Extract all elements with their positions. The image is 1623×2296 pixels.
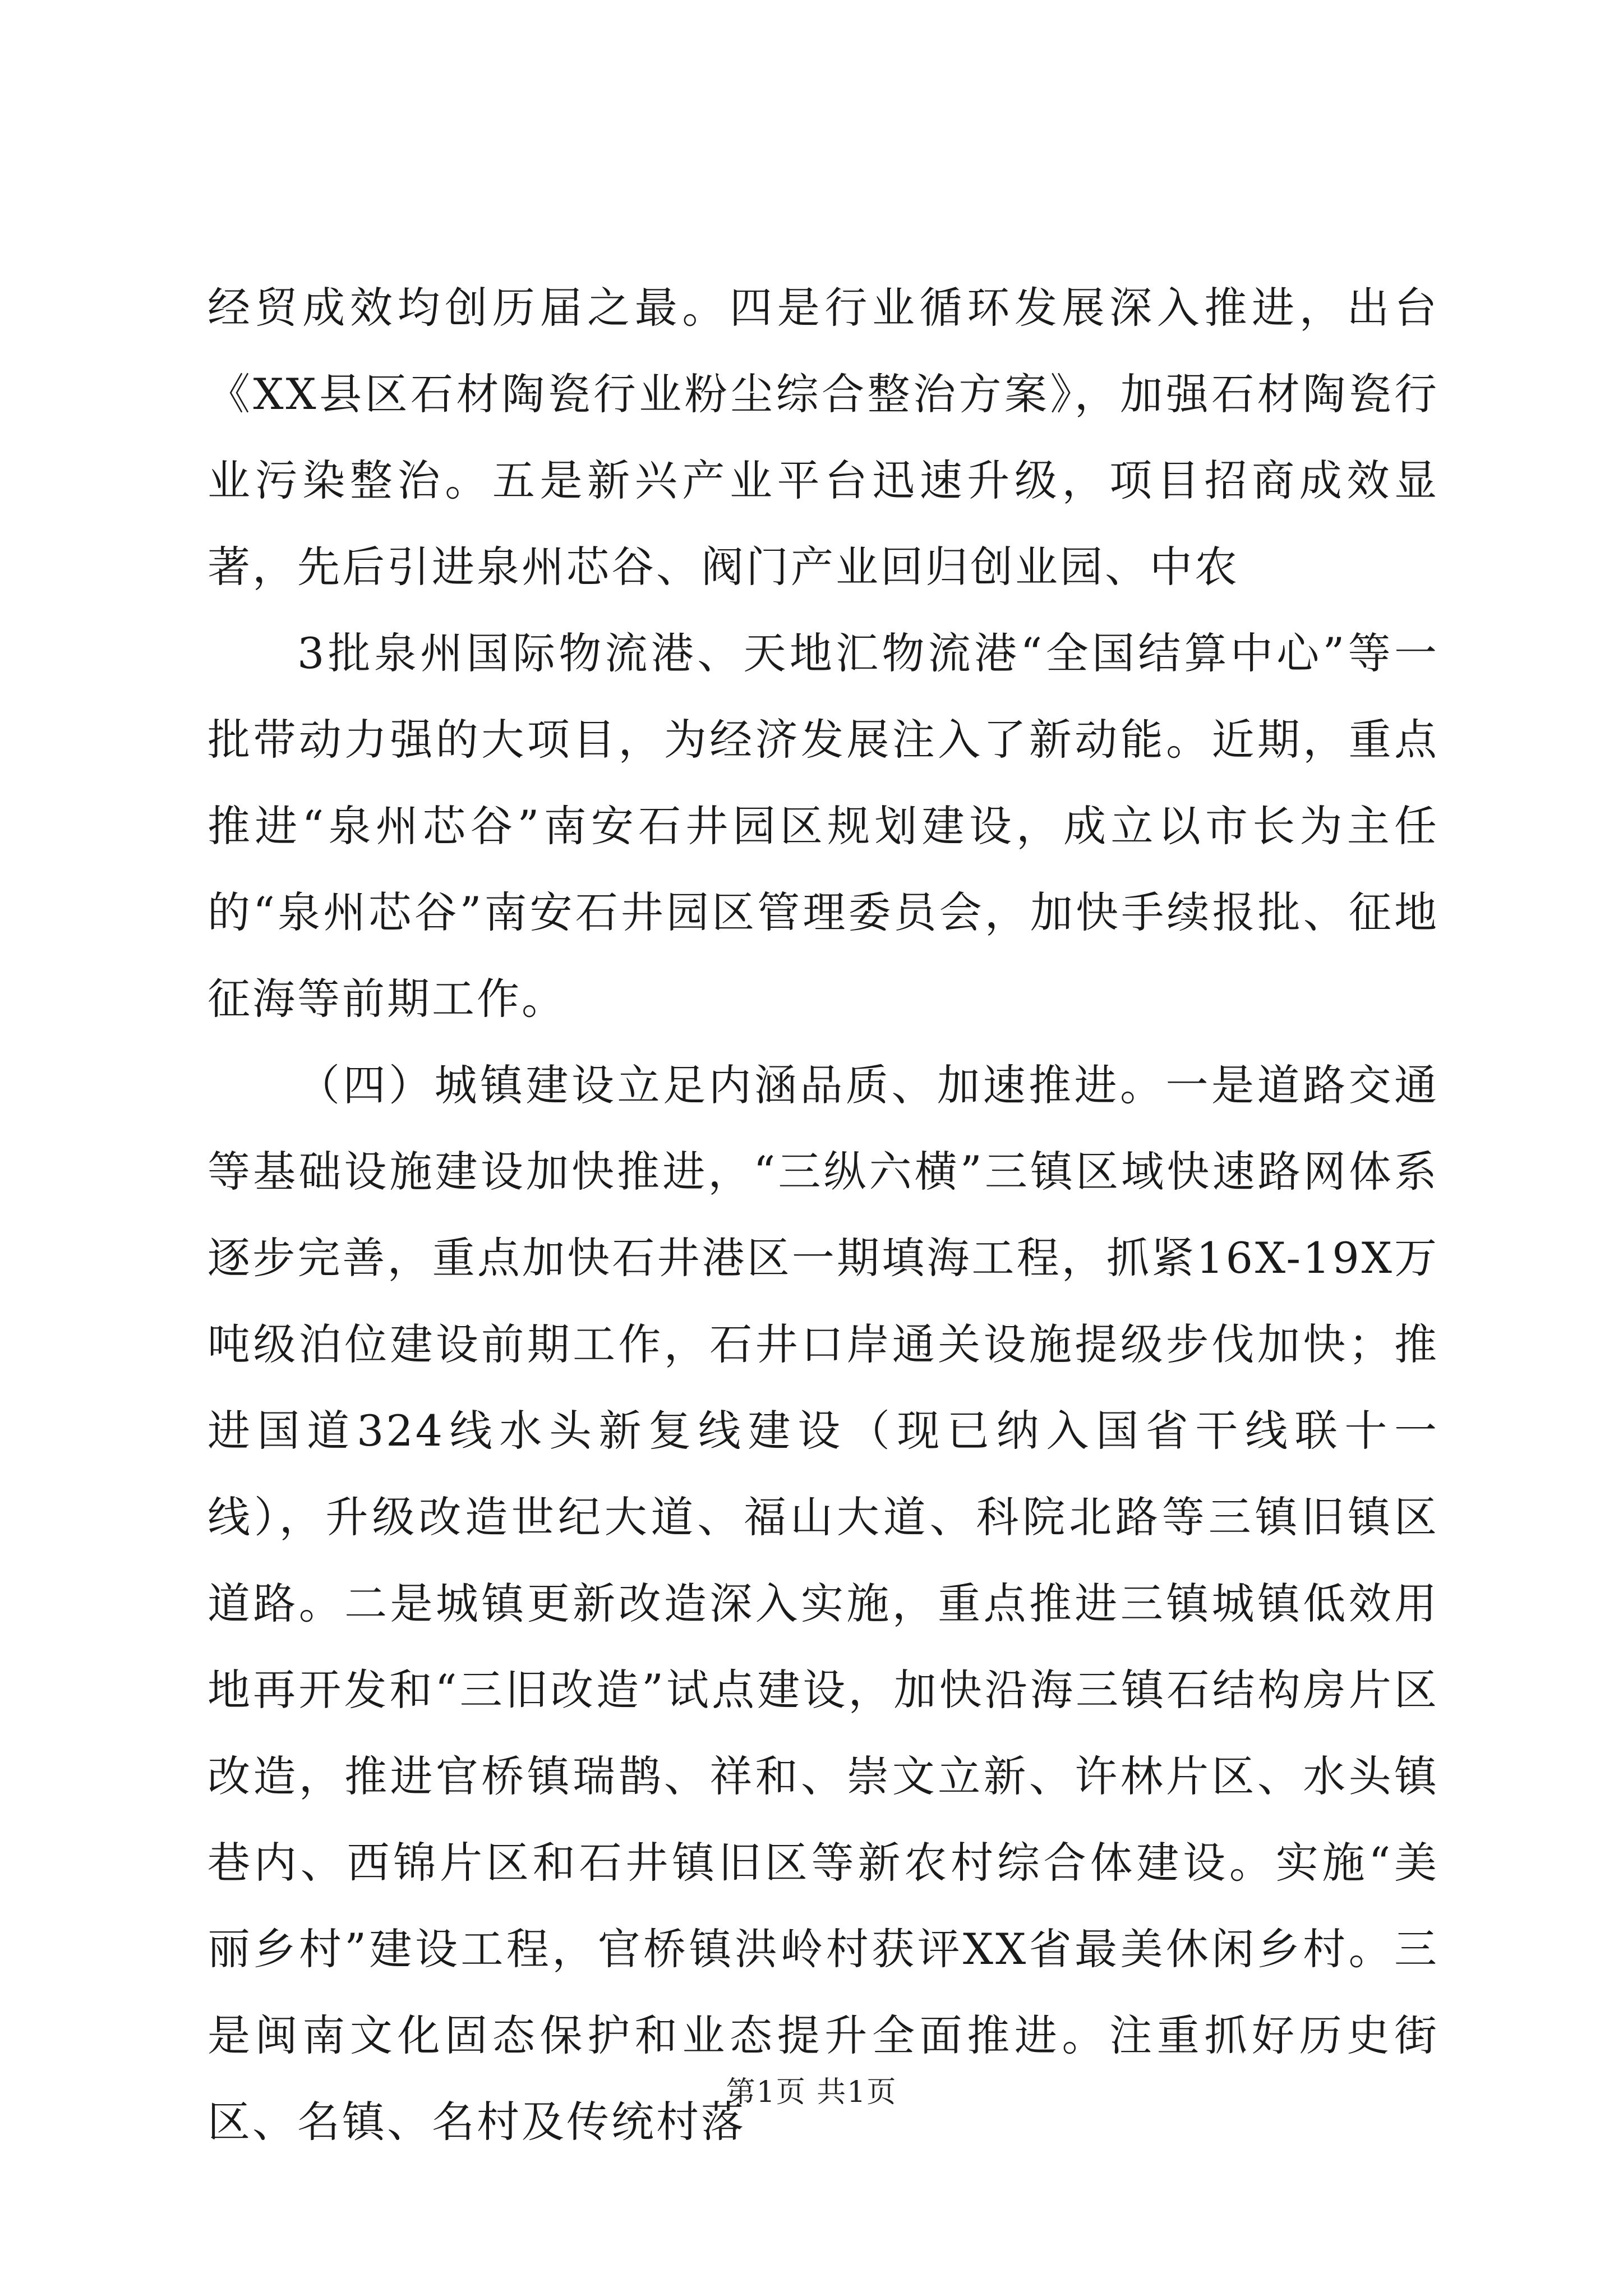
- paragraph-3: （四）城镇建设立足内涵品质、加速推进。一是道路交通等基础设施建设加快推进，“三纵六横”三镇区域快速路网体系逐步完善，重点加快石井港区一期填海工程，抓紧16X-19X万吨级泊位建设前期工作，石井口岸通关设施提级步伐加快；推进国道324线水头新复线建设（现已纳入国省干线联十一线），升级改造世纪大道、福山大道、科院北路等三镇旧镇区道路。二是城镇更新改造深入实施，重点推进三镇城镇低效用地再开发和“三旧改造”试点建设，加快沿海三镇石结构房片区改造，推进官桥镇瑞鹊、祥和、崇文立新、许林片区、水头镇巷内、西锦片区和石井镇旧区等新农村综合体建设。实施“美丽乡村”建设工程，官桥镇洪岭村获评XX省最美休闲乡村。三是闽南文化固态保护和业态提升全面推进。注重抓好历史街区、名镇、名村及传统村落: [208, 1060, 1439, 2147]
- document-body: [208, 265, 1439, 2165]
- paragraph-2: 3批泉州国际物流港、天地汇物流港“全国结算中心”等一批带动力强的大项目，为经济发展注入了新动能。近期，重点推进“泉州芯谷”南安石井园区规划建设，成立以市长为主任的“泉州芯谷”南安石井园区管理委员会，加快手续报批、征地征海等前期工作。: [208, 628, 1439, 1024]
- page-footer: 第1页 共1页: [726, 2076, 897, 2109]
- paragraph-1: 经贸成效均创历届之最。四是行业循环发展深入推进，出台《XX县区石材陶瓷行业粉尘综合整治方案》，加强石材陶瓷行业污染整治。五是新兴产业平台迅速升级，项目招商成效显著，先后引进泉州芯谷、阀门产业回归创业园、中农: [208, 283, 1439, 592]
